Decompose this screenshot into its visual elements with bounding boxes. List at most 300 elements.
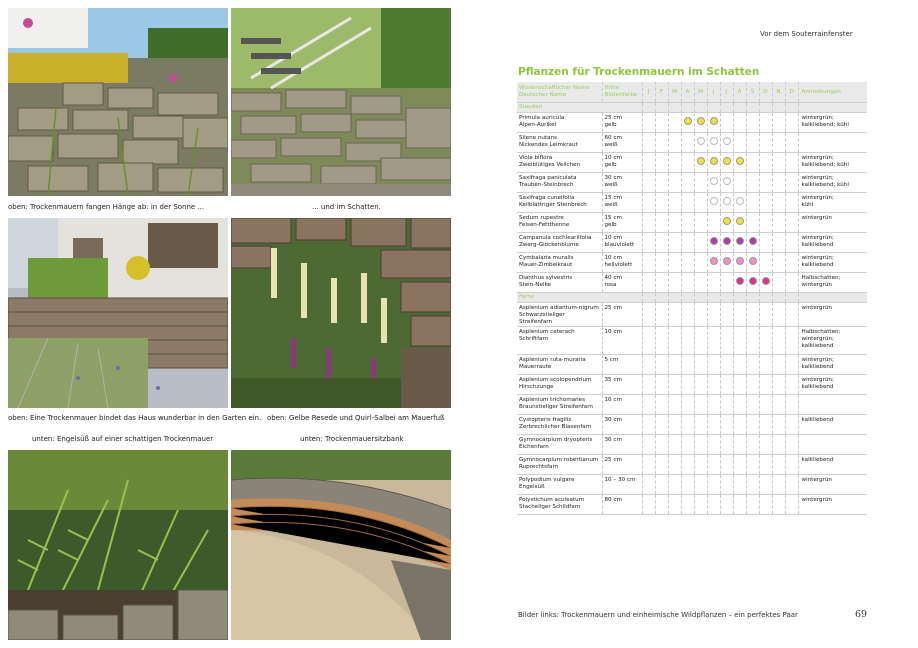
month-cell <box>694 303 707 327</box>
month-cell <box>733 103 746 113</box>
month-cell <box>642 303 655 327</box>
plant-name-cell <box>517 173 602 193</box>
month-cell <box>785 273 798 293</box>
month-cell <box>746 293 759 303</box>
flower-icon <box>749 277 757 285</box>
height-color-cell <box>602 475 642 495</box>
month-cell <box>668 303 681 327</box>
plant-name-cell <box>517 213 602 233</box>
month-cell <box>733 113 746 133</box>
month-cell <box>694 415 707 435</box>
plant-name-cell <box>517 475 602 495</box>
month-cell <box>746 475 759 495</box>
photo-fern-wall <box>8 450 228 640</box>
height: 30 cm <box>604 437 622 443</box>
month-cell <box>668 435 681 455</box>
month-cell <box>655 435 668 455</box>
flower-icon <box>736 257 744 265</box>
month-cell <box>668 113 681 133</box>
height: 30 cm <box>604 175 622 181</box>
plant-name-cell <box>517 415 602 435</box>
month-cell <box>733 355 746 375</box>
month-cell <box>707 435 720 455</box>
header-month: N <box>772 82 785 103</box>
height: 30 cm <box>604 417 622 423</box>
notes-cell <box>798 153 867 173</box>
table-row <box>517 173 867 193</box>
flower-icon <box>749 257 757 265</box>
month-cell <box>720 173 733 193</box>
month-cell <box>785 303 798 327</box>
caption-engelsuess: unten: Engelsüß auf einer schattigen Trockenmauer <box>32 435 214 443</box>
month-cell <box>746 303 759 327</box>
month-cell <box>785 193 798 213</box>
month-cell <box>642 375 655 395</box>
height-color-cell <box>602 415 642 435</box>
notes-cell <box>798 133 867 153</box>
scientific-name: Dianthus sylvestris <box>519 275 573 281</box>
caption-resede: oben: Gelbe Resede und Quirl-Salbei am Mauerfuß <box>267 414 445 422</box>
month-cell <box>720 273 733 293</box>
footer-caption: Bilder links: Trockenmauern und einheimische Wildpflanzen – ein perfektes Paar <box>518 611 798 619</box>
month-cell <box>655 327 668 355</box>
month-cell <box>733 475 746 495</box>
month-cell <box>772 273 785 293</box>
table-row <box>517 327 867 355</box>
scientific-name: Gymnocarpium robertianum <box>519 457 599 463</box>
flower-icon <box>723 137 731 145</box>
flower-icon <box>710 197 718 205</box>
height-color-cell <box>602 213 642 233</box>
month-cell <box>720 395 733 415</box>
month-cell <box>655 495 668 515</box>
notes-cell <box>798 293 867 303</box>
header-month: S <box>746 82 759 103</box>
month-cell <box>655 303 668 327</box>
month-cell <box>720 253 733 273</box>
note-line: wintergrün; <box>801 195 834 201</box>
height-color-cell <box>602 327 642 355</box>
photo-wall-bench <box>231 450 451 640</box>
month-cell <box>746 113 759 133</box>
german-name: Stacheliger Schildfarn <box>519 504 581 510</box>
header-month: J <box>707 82 720 103</box>
flower-color: blauviolett <box>604 242 635 248</box>
note-line: kalkliebend <box>801 384 834 390</box>
month-cell <box>759 193 772 213</box>
month-cell <box>759 355 772 375</box>
month-cell <box>785 293 798 303</box>
month-cell <box>655 415 668 435</box>
month-cell <box>681 455 694 475</box>
note-line: wintergrün; <box>801 175 834 181</box>
month-cell <box>694 103 707 113</box>
month-cell <box>759 273 772 293</box>
month-cell <box>720 475 733 495</box>
scientific-name: Sedum rupestre <box>519 215 564 221</box>
scientific-name: Silene nutans <box>519 135 558 141</box>
month-cell <box>733 327 746 355</box>
scientific-name: Asplenium adiantum-nigrum <box>519 305 599 311</box>
height: 60 cm <box>604 135 622 141</box>
height-color-cell <box>602 495 642 515</box>
month-cell <box>642 495 655 515</box>
month-cell <box>681 435 694 455</box>
note-line: wintergrün <box>801 305 832 311</box>
scientific-name: Campanula cochleariifolia <box>519 235 592 241</box>
height-color-cell <box>602 273 642 293</box>
month-cell <box>785 435 798 455</box>
month-cell <box>720 103 733 113</box>
month-cell <box>668 395 681 415</box>
month-cell <box>772 375 785 395</box>
german-name: Zerbrechlicher Blasenfarn <box>519 424 592 430</box>
height: 10 cm <box>604 235 622 241</box>
month-cell <box>759 495 772 515</box>
height: 80 cm <box>604 497 622 503</box>
header-month: M <box>668 82 681 103</box>
table-row <box>517 435 867 455</box>
month-cell <box>733 435 746 455</box>
month-cell <box>772 133 785 153</box>
month-cell <box>759 375 772 395</box>
german-name: Keilblättriger Steinbrech <box>519 202 587 208</box>
height-color-cell <box>602 303 642 327</box>
month-cell <box>720 233 733 253</box>
flower-icon <box>723 157 731 165</box>
flower-icon <box>710 257 718 265</box>
scientific-name: Saxifraga paniculata <box>519 175 577 181</box>
month-cell <box>694 355 707 375</box>
page-number: 69 <box>855 609 868 620</box>
month-cell <box>642 113 655 133</box>
height: 35 cm <box>604 377 622 383</box>
month-cell <box>759 253 772 273</box>
notes-cell <box>798 375 867 395</box>
month-cell <box>694 293 707 303</box>
notes-cell <box>798 435 867 455</box>
flower-icon <box>736 217 744 225</box>
month-cell <box>785 455 798 475</box>
month-cell <box>642 193 655 213</box>
month-cell <box>681 233 694 253</box>
month-cell <box>785 153 798 173</box>
month-cell <box>694 133 707 153</box>
note-line: wintergrün <box>801 282 832 288</box>
month-cell <box>785 113 798 133</box>
month-cell <box>733 233 746 253</box>
height: 25 cm <box>604 115 622 121</box>
month-cell <box>746 173 759 193</box>
month-cell <box>707 303 720 327</box>
month-cell <box>668 233 681 253</box>
month-cell <box>655 213 668 233</box>
plant-name-cell <box>517 153 602 173</box>
table-row <box>517 455 867 475</box>
section-header-row <box>517 293 867 303</box>
header-month: A <box>733 82 746 103</box>
note-line: kalkliebend <box>801 364 834 370</box>
height-color-cell <box>602 133 642 153</box>
month-cell <box>733 173 746 193</box>
note-line: wintergrün <box>801 477 832 483</box>
note-line: wintergrün <box>801 497 832 503</box>
month-cell <box>642 455 655 475</box>
height-color-cell <box>602 173 642 193</box>
month-cell <box>772 395 785 415</box>
month-cell <box>707 213 720 233</box>
month-cell <box>772 253 785 273</box>
month-cell <box>707 395 720 415</box>
table-header-row <box>517 82 867 103</box>
month-cell <box>642 153 655 173</box>
notes-cell <box>798 455 867 475</box>
german-name: Ruprechtsfarn <box>519 464 559 470</box>
month-cell <box>681 173 694 193</box>
table-row <box>517 355 867 375</box>
month-cell <box>694 153 707 173</box>
photo-shady-wall <box>231 8 451 196</box>
month-cell <box>759 327 772 355</box>
height-color-cell <box>602 253 642 273</box>
month-cell <box>759 303 772 327</box>
notes-cell <box>798 103 867 113</box>
plant-name-cell <box>517 113 602 133</box>
month-cell <box>655 173 668 193</box>
month-cell <box>720 327 733 355</box>
notes-cell <box>798 193 867 213</box>
month-cell <box>668 213 681 233</box>
flower-icon <box>710 117 718 125</box>
german-name: Mauer-Zimbelkraut <box>519 262 573 268</box>
flower-color: weiß <box>604 202 618 208</box>
flower-icon <box>710 157 718 165</box>
german-name: Trauben-Steinbrech <box>519 182 574 188</box>
month-cell <box>668 495 681 515</box>
month-cell <box>720 113 733 133</box>
month-cell <box>772 153 785 173</box>
month-cell <box>785 375 798 395</box>
flower-icon <box>723 257 731 265</box>
plant-name-cell <box>517 303 602 327</box>
month-cell <box>707 113 720 133</box>
month-cell <box>707 193 720 213</box>
month-cell <box>759 455 772 475</box>
month-cell <box>720 133 733 153</box>
month-cell <box>694 435 707 455</box>
month-cell <box>642 173 655 193</box>
month-cell <box>772 355 785 375</box>
note-line: Halbschatten; <box>801 275 841 281</box>
photo-house-wall <box>8 218 228 408</box>
note-line: kalkliebend; kühl <box>801 162 849 168</box>
scientific-name: Asplenium scolopendrium <box>519 377 592 383</box>
month-cell <box>733 133 746 153</box>
month-cell <box>785 327 798 355</box>
table-row <box>517 273 867 293</box>
month-cell <box>720 303 733 327</box>
month-cell <box>655 395 668 415</box>
height: 15 cm <box>604 195 622 201</box>
caption-bench: unten: Trockenmauersitzbank <box>300 435 404 443</box>
running-head: Vor dem Souterrainfenster <box>760 30 853 38</box>
month-cell <box>720 495 733 515</box>
month-cell <box>746 103 759 113</box>
month-cell <box>642 395 655 415</box>
month-cell <box>746 327 759 355</box>
month-cell <box>655 355 668 375</box>
month-cell <box>642 415 655 435</box>
month-cell <box>785 213 798 233</box>
table-title: Pflanzen für Trockenmauern im Schatten <box>518 66 760 78</box>
month-cell <box>655 113 668 133</box>
month-cell <box>785 103 798 113</box>
month-cell <box>720 213 733 233</box>
month-cell <box>746 133 759 153</box>
month-cell <box>681 193 694 213</box>
month-cell <box>707 253 720 273</box>
german-name: Zweiblütiges Veilchen <box>519 162 581 168</box>
month-cell <box>733 303 746 327</box>
scientific-name: Gymnocarpium dryopteris <box>519 437 593 443</box>
month-cell <box>785 355 798 375</box>
month-cell <box>668 415 681 435</box>
month-cell <box>642 293 655 303</box>
height-color-cell <box>602 233 642 253</box>
month-cell <box>681 495 694 515</box>
month-cell <box>655 475 668 495</box>
month-cell <box>772 113 785 133</box>
note-line: kalkliebend; kühl <box>801 122 849 128</box>
month-cell <box>746 415 759 435</box>
section-label: Farne <box>517 293 642 303</box>
flower-icon <box>710 237 718 245</box>
notes-cell <box>798 273 867 293</box>
german-name: Nickendes Leimkraut <box>519 142 578 148</box>
flower-color: hellviolett <box>604 262 633 268</box>
month-cell <box>681 395 694 415</box>
scientific-name: Asplenium ruta-muraria <box>519 357 586 363</box>
month-cell <box>655 153 668 173</box>
scientific-name: Asplenium trichomanes <box>519 397 586 403</box>
scientific-name: Cystopteris fragilis <box>519 417 572 423</box>
notes-cell <box>798 233 867 253</box>
month-cell <box>759 435 772 455</box>
month-cell <box>681 327 694 355</box>
notes-cell <box>798 303 867 327</box>
month-cell <box>642 475 655 495</box>
plant-name-cell <box>517 375 602 395</box>
height: 10 cm <box>604 397 622 403</box>
table-row <box>517 475 867 495</box>
note-line: wintergrün; <box>801 155 834 161</box>
month-cell <box>642 355 655 375</box>
month-cell <box>772 475 785 495</box>
header-name: Wissenschaftlicher Name Deutscher Name <box>517 82 602 103</box>
photo-flowers-wall <box>231 218 451 408</box>
month-cell <box>772 303 785 327</box>
month-cell <box>668 293 681 303</box>
month-cell <box>694 395 707 415</box>
month-cell <box>707 133 720 153</box>
flower-icon <box>710 137 718 145</box>
month-cell <box>785 415 798 435</box>
flower-icon <box>697 157 705 165</box>
month-cell <box>694 193 707 213</box>
month-cell <box>707 173 720 193</box>
scientific-name: Viola biflora <box>519 155 553 161</box>
height-color-cell <box>602 153 642 173</box>
month-cell <box>733 415 746 435</box>
month-cell <box>707 153 720 173</box>
height: 5 cm <box>604 357 619 363</box>
notes-cell <box>798 415 867 435</box>
month-cell <box>772 173 785 193</box>
month-cell <box>681 153 694 173</box>
flower-color: gelb <box>604 162 617 168</box>
month-cell <box>681 475 694 495</box>
flower-color: gelb <box>604 222 617 228</box>
height-color-cell <box>602 193 642 213</box>
month-cell <box>785 253 798 273</box>
notes-cell <box>798 113 867 133</box>
height: 10 – 30 cm <box>604 477 636 483</box>
plant-name-cell <box>517 233 602 253</box>
month-cell <box>746 213 759 233</box>
month-cell <box>668 253 681 273</box>
month-cell <box>772 495 785 515</box>
caption-sun: oben: Trockenmauern fangen Hänge ab: in der Sonne ... <box>8 203 205 211</box>
scientific-name: Primula auricula <box>519 115 565 121</box>
german-name: Engelsüß <box>519 484 545 490</box>
month-cell <box>668 153 681 173</box>
plant-name-cell <box>517 253 602 273</box>
plant-name-cell <box>517 395 602 415</box>
flower-icon <box>736 277 744 285</box>
month-cell <box>681 293 694 303</box>
flower-color: weiß <box>604 182 618 188</box>
month-cell <box>681 103 694 113</box>
month-cell <box>720 375 733 395</box>
flower-icon <box>697 137 705 145</box>
month-cell <box>759 133 772 153</box>
month-cell <box>785 173 798 193</box>
flower-icon <box>736 237 744 245</box>
month-cell <box>759 153 772 173</box>
header-size: Höhe Blütenfarbe <box>602 82 642 103</box>
month-cell <box>642 133 655 153</box>
month-cell <box>707 455 720 475</box>
month-cell <box>655 293 668 303</box>
month-cell <box>668 475 681 495</box>
german-name: Schwarzstieliger Streifenfarn <box>519 312 565 325</box>
flower-icon <box>762 277 770 285</box>
height-color-cell <box>602 395 642 415</box>
table-row <box>517 193 867 213</box>
month-cell <box>733 395 746 415</box>
note-line: kalkliebend <box>801 417 834 423</box>
month-cell <box>746 375 759 395</box>
month-cell <box>694 455 707 475</box>
caption-house: oben: Eine Trockenmauer bindet das Haus wunderbar in den Garten ein. <box>8 414 262 422</box>
month-cell <box>707 375 720 395</box>
month-cell <box>681 213 694 233</box>
month-cell <box>707 355 720 375</box>
month-cell <box>694 495 707 515</box>
section-label: Stauden <box>517 103 642 113</box>
month-cell <box>642 435 655 455</box>
scientific-name: Cymbalaria muralis <box>519 255 574 261</box>
